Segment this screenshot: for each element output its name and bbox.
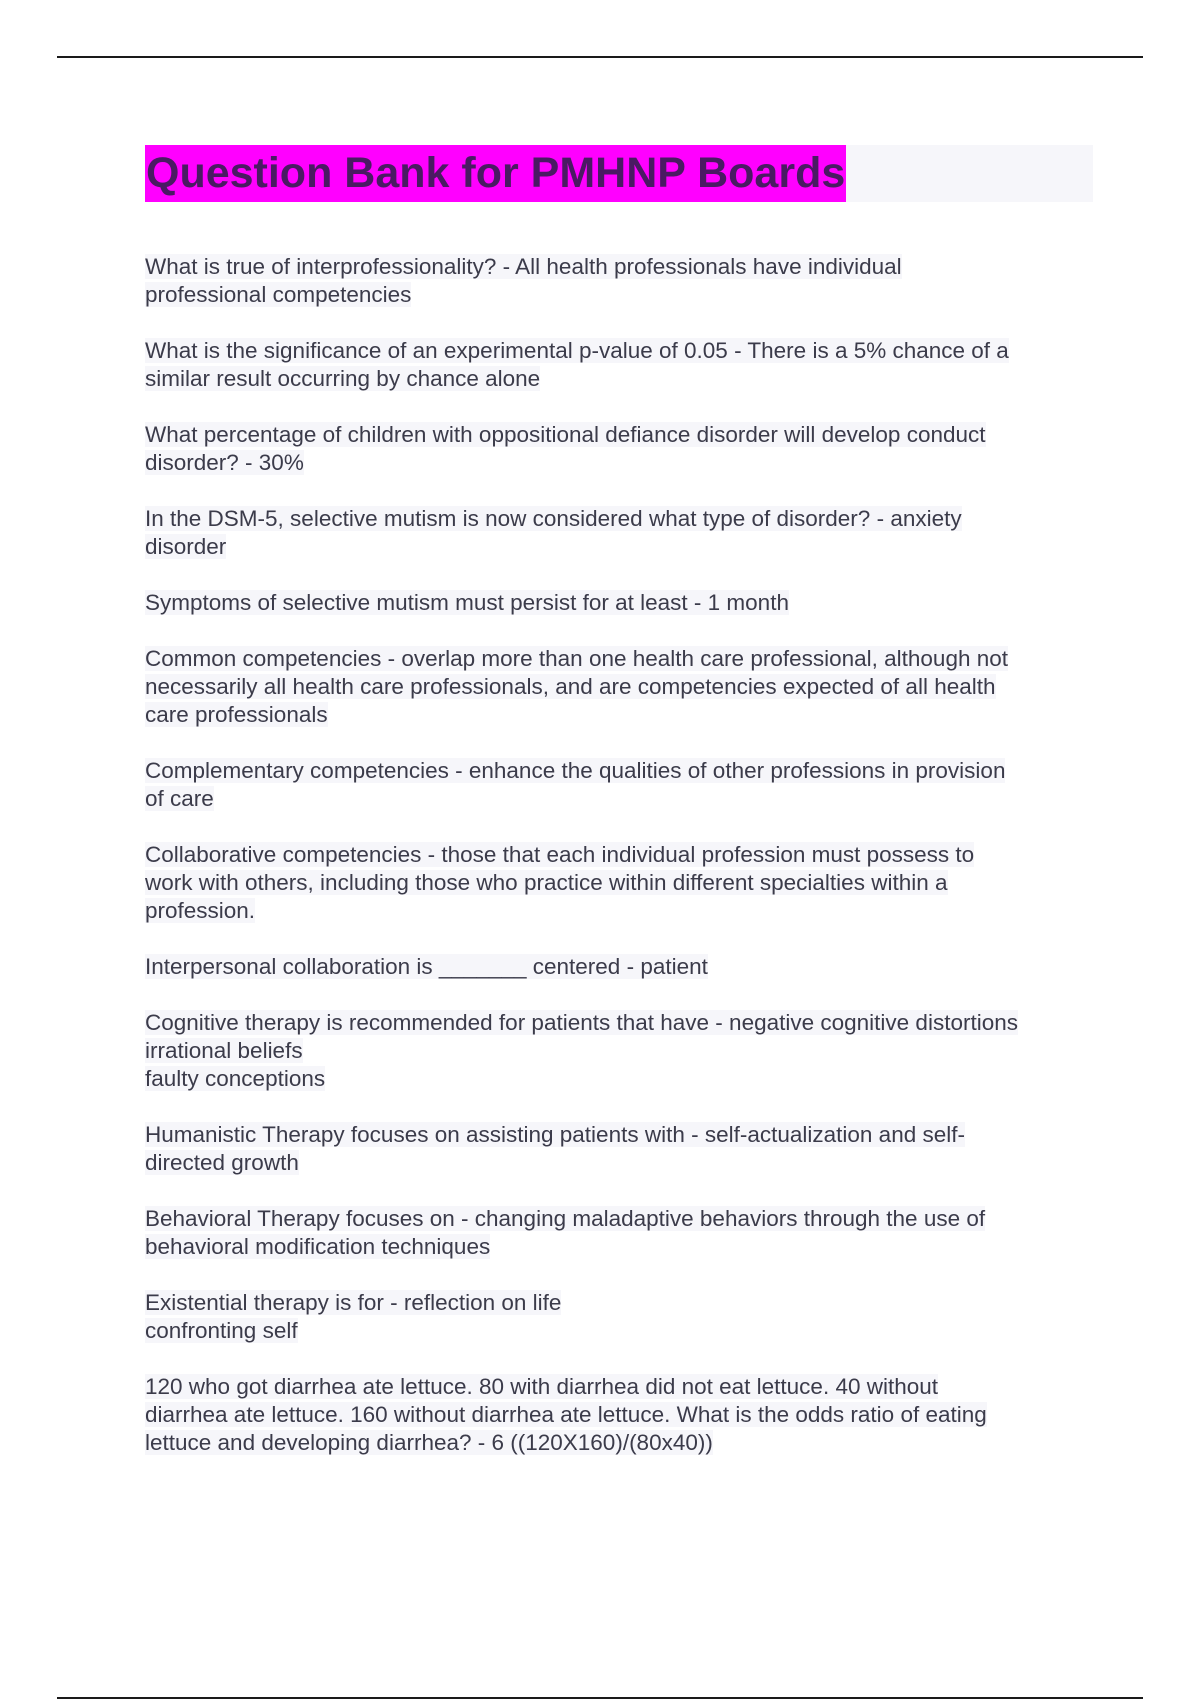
question-line-text: care professionals — [145, 702, 328, 727]
question-line-text: faulty conceptions — [145, 1066, 326, 1091]
question-line-text: behavioral modification techniques — [145, 1234, 491, 1259]
question-line-text: profession. — [145, 898, 256, 923]
question-line-text: professional competencies — [145, 282, 412, 307]
question-line-text: Existential therapy is for - reflection on life — [145, 1290, 562, 1315]
question-line — [145, 421, 1095, 449]
question-line — [145, 337, 1095, 365]
question-line — [145, 1429, 1095, 1457]
question-item — [145, 1373, 1095, 1457]
question-line-text: irrational beliefs — [145, 1038, 303, 1063]
question-line — [145, 533, 1095, 561]
question-line — [145, 449, 1095, 477]
question-line — [145, 953, 1095, 981]
question-line-text: Collaborative competencies - those that each individual profession must possess to — [145, 842, 975, 867]
question-line — [145, 701, 1095, 729]
question-line — [145, 1233, 1095, 1261]
question-line — [145, 1401, 1095, 1429]
question-line-text: 120 who got diarrhea ate lettuce. 80 with diarrhea did not eat lettuce. 40 without — [145, 1374, 939, 1399]
question-line — [145, 281, 1095, 309]
question-line — [145, 505, 1095, 533]
question-line — [145, 1149, 1095, 1177]
question-line-text: diarrhea ate lettuce. 160 without diarrhea ate lettuce. What is the odds ratio of eating — [145, 1402, 987, 1427]
question-line-text: What is true of interprofessionality? - All health professionals have individual — [145, 254, 902, 279]
question-line-text: Common competencies - overlap more than one health care professional, although not — [145, 646, 1008, 671]
question-line — [145, 1317, 1095, 1345]
question-line — [145, 757, 1095, 785]
question-line-text: What is the significance of an experimental p-value of 0.05 - There is a 5% chance of a — [145, 338, 1009, 363]
question-line-text: What percentage of children with oppositional defiance disorder will develop conduct — [145, 422, 986, 447]
question-line-text: Cognitive therapy is recommended for patients that have - negative cognitive distortions — [145, 1010, 1018, 1035]
question-line — [145, 1065, 1095, 1093]
question-line-text: necessarily all health care professionals, and are competencies expected of all health — [145, 674, 996, 699]
question-line-text: Symptoms of selective mutism must persist for at least - 1 month — [145, 590, 789, 615]
question-line — [145, 785, 1095, 813]
question-item — [145, 645, 1095, 729]
question-line — [145, 1009, 1095, 1037]
question-item — [145, 253, 1095, 309]
question-line — [145, 897, 1095, 925]
question-line — [145, 1121, 1095, 1149]
question-line — [145, 645, 1095, 673]
question-line — [145, 869, 1095, 897]
question-line-text: Behavioral Therapy focuses on - changing maladaptive behaviors through the use of — [145, 1206, 986, 1231]
question-line — [145, 253, 1095, 281]
question-item — [145, 589, 1095, 617]
question-item — [145, 841, 1095, 925]
question-line — [145, 1037, 1095, 1065]
question-line-text: Complementary competencies - enhance the qualities of other professions in provision — [145, 758, 1006, 783]
bottom-rule — [57, 1697, 1143, 1699]
question-item — [145, 757, 1095, 813]
question-line — [145, 1289, 1095, 1317]
question-line-text: lettuce and developing diarrhea? - 6 ((120X160)/(80x40)) — [145, 1430, 713, 1455]
question-line — [145, 1205, 1095, 1233]
question-item — [145, 1121, 1095, 1177]
question-line-text: similar result occurring by chance alone — [145, 366, 541, 391]
question-item — [145, 953, 1095, 981]
question-item — [145, 1009, 1095, 1093]
question-line — [145, 673, 1095, 701]
question-line-text: of care — [145, 786, 214, 811]
question-line — [145, 589, 1095, 617]
question-line-text: In the DSM-5, selective mutism is now considered what type of disorder? - anxiety — [145, 506, 962, 531]
question-line-text: disorder — [145, 534, 227, 559]
question-item — [145, 1205, 1095, 1261]
question-line-text: Humanistic Therapy focuses on assisting patients with - self-actualization and self- — [145, 1122, 965, 1147]
question-line-text: confronting self — [145, 1318, 298, 1343]
question-line-text: disorder? - 30% — [145, 450, 304, 475]
question-item — [145, 505, 1095, 561]
question-line — [145, 365, 1095, 393]
question-line-text: work with others, including those who practice within different specialties within a — [145, 870, 948, 895]
question-item — [145, 337, 1095, 393]
document-title: Question Bank for PMHNP Boards — [145, 145, 846, 202]
question-line-text: Interpersonal collaboration is _______ centered - patient — [145, 954, 708, 979]
question-line — [145, 841, 1095, 869]
question-list — [145, 253, 1095, 1457]
question-line-text: directed growth — [145, 1150, 299, 1175]
top-rule — [57, 56, 1143, 58]
question-item — [145, 1289, 1095, 1345]
question-line — [145, 1373, 1095, 1401]
question-item — [145, 421, 1095, 477]
